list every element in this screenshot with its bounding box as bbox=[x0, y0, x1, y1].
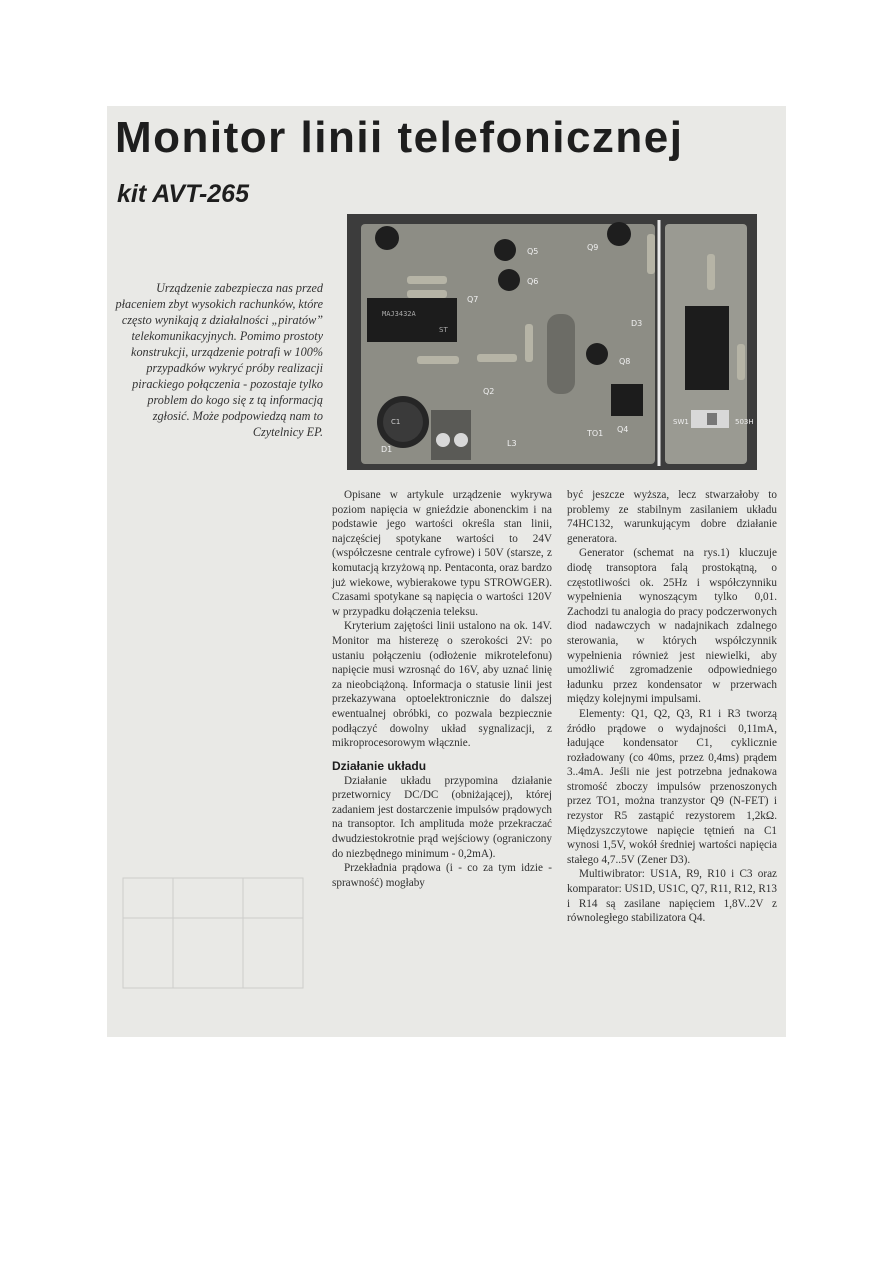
part-label: Q4 bbox=[617, 425, 629, 434]
text-column-1 bbox=[332, 488, 552, 890]
part-label: Q5 bbox=[527, 247, 539, 256]
article-title: Monitor linii telefonicznej bbox=[115, 113, 684, 162]
magazine-page bbox=[107, 106, 786, 1037]
part-label: D1 bbox=[381, 445, 393, 454]
body-paragraph: Generator (schemat na rys.1) kluczuje diodę transoptora falą prostokątną, o częstotliwości ok. 25Hz i współczynniku wypełnienia wynoszącym tylko 0,01. Zachodzi tu analogia do pracy podczerwonych diod nadawczych w nadajnikach zdalnego sterowania, w których współczynnik wypełnienia również jest niewielki, aby umożliwić zgromadzenie odpowiedniego ładunku przez kondensator w przerwach między kolejnymi impulsami. bbox=[567, 547, 777, 706]
part-label: C1 bbox=[391, 418, 401, 426]
part-label: SW1 bbox=[673, 418, 689, 426]
part-label: Q7 bbox=[467, 295, 479, 304]
body-paragraph: Multiwibrator: US1A, R9, R10 i C3 oraz komparator: US1D, US1C, Q7, R11, R12, R13 i R14 są zasilane napięciem 1,8V..2V z równoległego stabilizatora Q4. bbox=[567, 868, 777, 925]
part-label: 503H bbox=[735, 418, 754, 426]
ic-label: MAJ3432A bbox=[382, 310, 416, 318]
body-paragraph: Przekładnia prądowa (i - co za tym idzie - sprawność) mogłaby bbox=[332, 862, 552, 889]
pcb-photo bbox=[347, 214, 757, 470]
part-label: Q6 bbox=[527, 277, 539, 286]
body-paragraph: Elementy: Q1, Q2, Q3, R1 i R3 tworzą źródło prądowe o wydajności 0,11mA, ładujące kondensator C1, cyklicznie rozładowany (co 40ms, przez 0,4ms) prądem 3..4mA. Jeśli nie jest potrzebna jednakowa stromość zboczy impulsów przenoszonych przez TO1, można tranzystor Q9 (N-FET) i rezystor R5 zastąpić rezystorem 1,2kΩ. Międzyszczytowe napięcie tętnień na C1 wynosi 1,5V, wokół średniej wartości napięcia stałego 4,7..5V (Zener D3). bbox=[567, 707, 777, 866]
kit-subtitle: kit AVT-265 bbox=[117, 180, 249, 208]
part-label: L3 bbox=[507, 439, 517, 448]
part-label: TO1 bbox=[587, 429, 604, 438]
show-through-artifact bbox=[113, 498, 313, 1008]
body-paragraph: Działanie układu przypomina działanie przetwornicy DC/DC (obniżającej), której zadaniem jest dostarczenie impulsów prądowych na transoptor. Ich amplituda może przekraczać dwudziestokrotnie prąd wejściowy (ograniczony do niezbędnego minimum - 0,2mA). bbox=[332, 774, 552, 860]
part-label: Q9 bbox=[587, 243, 599, 252]
part-label: Q8 bbox=[619, 357, 631, 366]
part-label: Q2 bbox=[483, 387, 495, 396]
part-label: D3 bbox=[631, 319, 643, 328]
body-paragraph: Opisane w artykule urządzenie wykrywa poziom napięcia w gnieździe abonenckim i na podstawie jego wartości określa stan linii, najczęściej spotykane wartości to 24V (współczesne centrale cyfrowe) i 50V (starsze, z komutacją krzyżową np. Pentaconta, oraz bardzo już wiekowe, wybierakowe typu STROWGER). Czasami spotykane są napięcia o wartości 120V w przypadku dołączenia teleksu. bbox=[332, 489, 552, 618]
body-paragraph: Kryterium zajętości linii ustalono na ok. 14V. Monitor ma histerezę o szerokości 2V: po ustaniu połączeniu (odłożenie mikrotelefonu) napięcie musi wzrosnąć do 16V, aby uznać linię za nieobciążoną. Informacja o statusie linii jest przekazywana optoelektronicznie do dalszej ewentualnej obróbki, co pozwala bezpiecznie podłączyć dowolny układ sygnalizacji, z mikroprocesorowym włącznie. bbox=[332, 620, 552, 750]
body-paragraph: być jeszcze wyższa, lecz stwarzałoby to problemy ze stabilnym zasilaniem układu 74HC132, warunkującym dobre działanie generatora. bbox=[567, 489, 777, 545]
text-column-2 bbox=[567, 488, 777, 926]
ic-label: ST bbox=[439, 326, 448, 334]
lead-paragraph: Urządzenie zabezpiecza nas przed płaceniem zbyt wysokich rachunków, które często wynikają z działalności „piratów” telekomunikacyjnych. Pomimo prostoty konstrukcji, urządzenie potrafi w 100% przypadków wykryć próby realizacji pirackiego połączenia - pozostaje tylko problem do kogo się z tą informacją zgłosić. Może podpowiedzą nam to Czytelnicy EP. bbox=[115, 281, 323, 439]
section-heading: Działanie układu bbox=[332, 758, 427, 773]
